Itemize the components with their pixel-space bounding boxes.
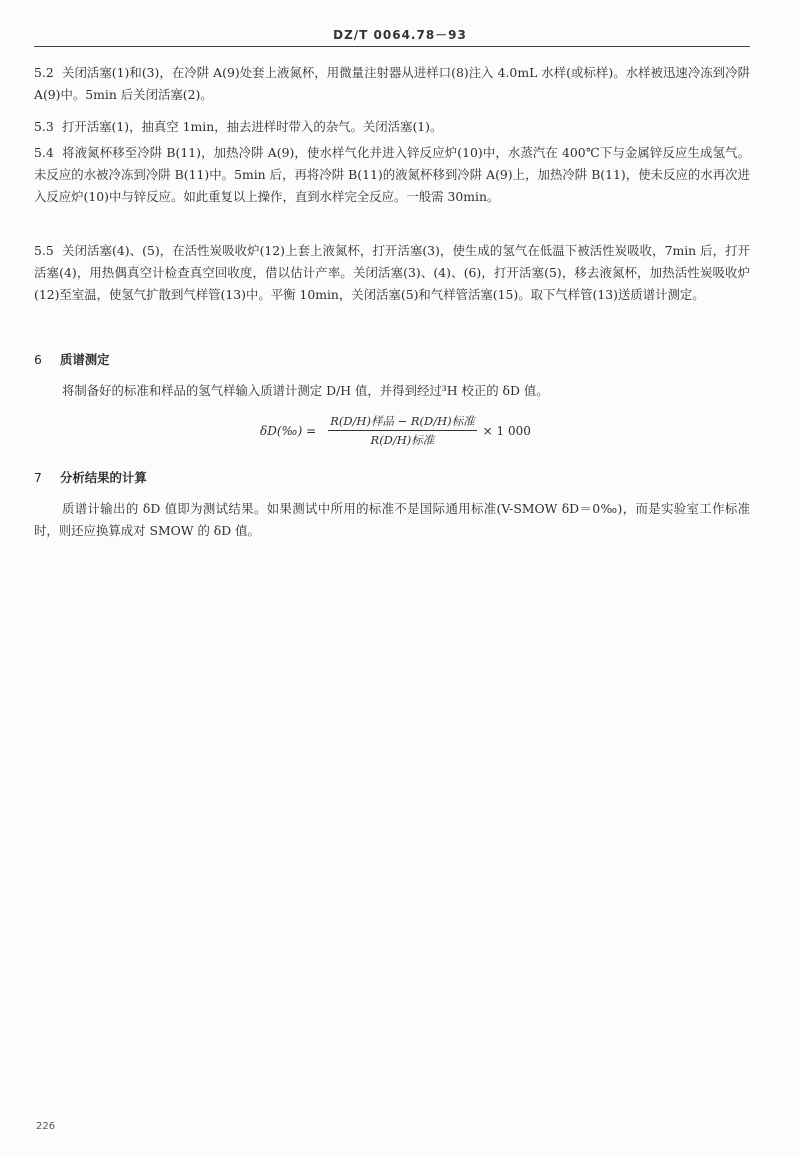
clause-5-5	[34, 240, 750, 306]
section-number: 7	[34, 470, 42, 485]
clause-number: 5.3	[34, 119, 54, 134]
formula-denominator: R(D/H)标准	[370, 433, 435, 447]
clause-number: 5.5	[34, 243, 54, 258]
delta-d-formula	[260, 413, 531, 448]
section-number: 6	[34, 352, 42, 367]
section-7-heading	[34, 468, 147, 486]
section-6-text: 将制备好的标准和样品的氢气样输入质谱计测定 D/H 值，并得到经过³H 校正的 δD 值。	[62, 383, 549, 398]
section-6-heading	[34, 350, 110, 368]
clause-text: 打开活塞(1)，抽真空 1min，抽去进样时带入的杂气。关闭活塞(1)。	[62, 119, 443, 134]
section-title: 质谱测定	[60, 352, 110, 367]
section-title: 分析结果的计算	[60, 470, 147, 485]
clause-5-3	[34, 116, 750, 138]
section-7-text: 质谱计输出的 δD 值即为测试结果。如果测试中所用的标准不是国际通用标准(V-SMOW δD＝0‰)，而是实验室工作标准时，则还应换算成对 SMOW 的 δD 值。	[34, 501, 750, 538]
clause-5-2	[34, 62, 750, 106]
header-divider	[34, 46, 750, 47]
formula-numerator: R(D/H)样品 − R(D/H)标准	[328, 413, 476, 431]
formula-multiplier: × 1 000	[482, 423, 531, 438]
clause-text: 将液氮杯移至冷阱 B(11)，加热冷阱 A(9)，使水样气化并进入锌反应炉(10)中，水蒸汽在 400℃下与金属锌反应生成氢气。未反应的水被冷冻到冷阱 B(11)中。5min 后，再将冷阱 B(11)的液氮杯移到冷阱 A(9)上，加热冷阱 B(11)，使未反应的水再次进入反应炉(10)中与锌反应。如此重复以上操作，直到水样完全反应。一般需 30min。	[34, 145, 750, 204]
clause-number: 5.2	[34, 65, 54, 80]
formula-lhs: δD(‰) =	[260, 423, 317, 438]
standard-number-header: DZ/T 0064.78－93	[333, 28, 467, 42]
clause-5-4	[34, 142, 750, 208]
clause-text: 关闭活塞(4)、(5)，在活性炭吸收炉(12)上套上液氮杯，打开活塞(3)，使生成的氢气在低温下被活性炭吸收，7min 后，打开活塞(4)，用热偶真空计检查真空回收度，借以估计产率。关闭活塞(3)、(4)、(6)，打开活塞(5)，移去液氮杯，加热活性炭吸收炉(12)至室温，使氢气扩散到气样管(13)中。平衡 10min，关闭活塞(5)和气样管活塞(15)。取下气样管(13)送质谱计测定。	[34, 243, 750, 302]
formula-fraction	[328, 413, 476, 448]
clause-number: 5.4	[34, 145, 54, 160]
page-number: 226	[36, 1121, 56, 1132]
clause-text: 关闭活塞(1)和(3)，在冷阱 A(9)处套上液氮杯，用微量注射器从进样口(8)注入 4.0mL 水样(或标样)。水样被迅速冷冻到冷阱 A(9)中。5min 后关闭活塞(2)。	[34, 65, 750, 102]
